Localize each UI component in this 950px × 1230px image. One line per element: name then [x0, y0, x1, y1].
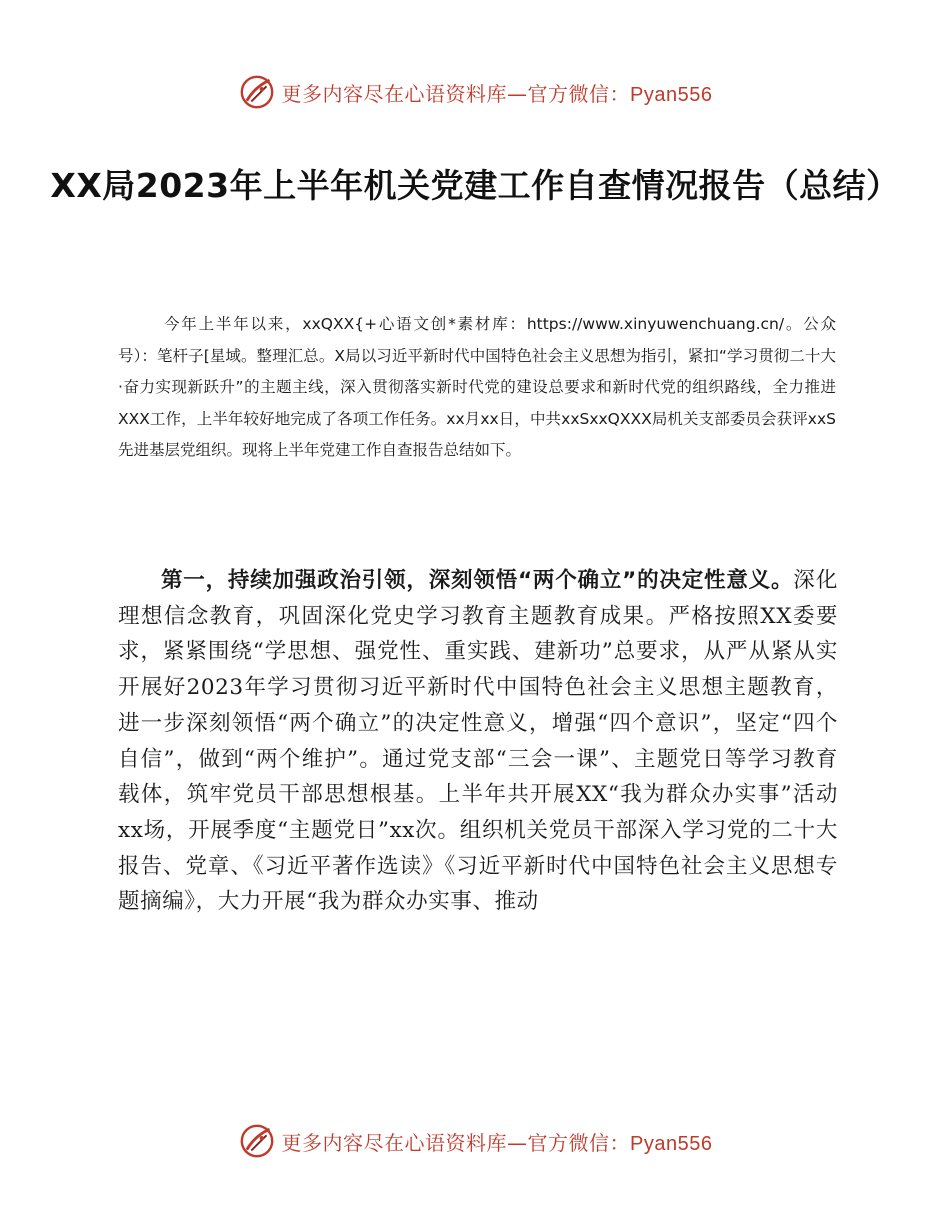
red-ink-pen-logo-icon: [238, 1122, 276, 1160]
intro-paragraph: 今年上半年以来，xxQXX{+心语文创*素材库：https://www.xinyuwenchuang.cn/。公众号）：笔杆子[星域。整理汇总。X局以习近平新时代中国特色社会主义思想为指引，紧扣“学习贯彻二十大·奋力实现新跃升”的主题主线，深入贯彻落实新时代党的建设总要求和新时代党的组织路线，全力推进XXX工作，上半年较好地完成了各项工作任务。xx月xx日，中共xxSxxQXXX局机关支部委员会获评xxS先进基层党组织。现将上半年党建工作自查报告总结如下。: [118, 315, 836, 459]
section-1-body: 深化理想信念教育，巩固深化党史学习教育主题教育成果。严格按照XX委要求，紧紧围绕“学思想、强党性、重实践、建新功”总要求，从严从紧从实开展好2023年学习贯彻习近平新时代中国特色社会主义思想主题教育，进一步深刻领悟“两个确立”的决定性意义，增强“四个意识”，坚定“四个自信”，做到“两个维护”。通过党支部“三会一课”、主题党日等学习教育载体，筑牢党员干部思想根基。上半年共开展XX“我为群众办实事”活动xx场，开展季度“主题党日”xx次。组织机关党员干部深入学习党的二十大报告、党章、《习近平著作选读》《习近平新时代中国特色社会主义思想专题摘编》，大力开展“我为群众办实事、推动: [118, 568, 838, 915]
section-1-heading: 第一，持续加强政治引领，深刻领悟“两个确立”的决定性意义。: [161, 568, 794, 593]
document-title: XX局2023年上半年机关党建工作自查情况报告（总结）: [50, 166, 900, 205]
header-watermark: [0, 72, 950, 112]
footer-watermark: [0, 1121, 950, 1161]
red-ink-pen-logo-icon: [238, 73, 276, 111]
watermark-text: 更多内容尽在心语资料库—官方微信：Pyan556: [281, 1130, 713, 1155]
section-1-paragraph: [118, 563, 838, 920]
watermark-text: 更多内容尽在心语资料库—官方微信：Pyan556: [281, 81, 713, 106]
